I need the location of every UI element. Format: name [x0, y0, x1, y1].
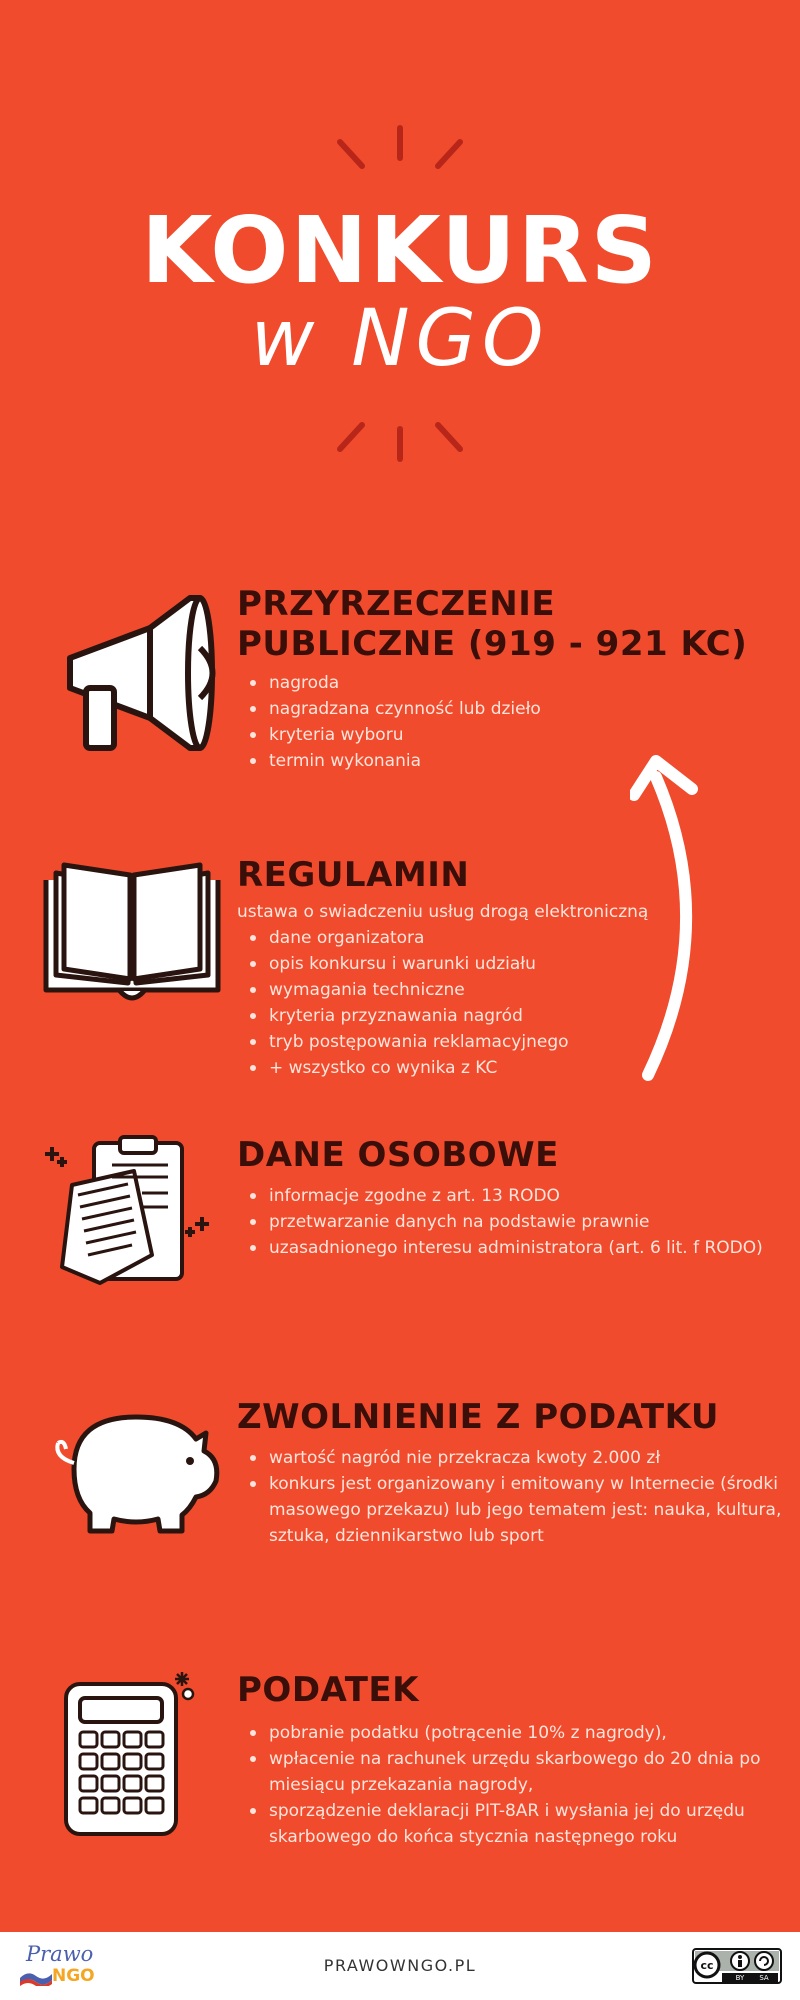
- list-item: opis konkursu i warunki udziału: [269, 951, 569, 977]
- clipboard-documents-icon: [42, 1135, 222, 1295]
- bullet-list: [237, 670, 541, 774]
- section-title: PODATEK: [237, 1670, 419, 1710]
- list-item: + wszystko co wynika z KC: [269, 1055, 569, 1081]
- page-title: KONKURS: [141, 197, 659, 304]
- burst-lines-bottom-icon: [320, 415, 480, 465]
- burst-lines-top-icon: [320, 120, 480, 180]
- bullet-list: [237, 1445, 789, 1549]
- list-item: pobranie podatku (potrącenie 10% z nagrody),: [269, 1720, 800, 1746]
- list-item: konkurs jest organizowany i emitowany w Internecie (środki masowego przekazu) lub jego tematem jest: nauka, kultura, sztuka, dziennikarstwo lub sport: [269, 1471, 789, 1549]
- section-regulations: [0, 855, 800, 1085]
- list-item: sporządzenie deklaracji PIT-8AR i wysłania jej do urzędu skarbowego do końca stycznia następnego roku: [269, 1798, 800, 1850]
- bullet-list: [237, 925, 569, 1081]
- section-personal-data: [0, 1135, 800, 1315]
- logo-text-top: Prawo: [26, 1942, 94, 1966]
- list-item: dane organizatora: [269, 925, 569, 951]
- open-book-icon: [42, 855, 222, 1005]
- list-item: wymagania techniczne: [269, 977, 569, 1003]
- list-item: kryteria przyznawania nagród: [269, 1003, 569, 1029]
- section-title: DANE OSOBOWE: [237, 1135, 559, 1175]
- list-item: nagroda: [269, 670, 541, 696]
- list-item: przetwarzanie danych na podstawie prawnie: [269, 1209, 789, 1235]
- list-item: uzasadnionego interesu administratora (art. 6 lit. f RODO): [269, 1235, 789, 1261]
- section-title: REGULAMIN: [237, 855, 470, 895]
- svg-text:cc: cc: [700, 1959, 714, 1972]
- section-intro: ustawa o swiadczeniu usług drogą elektroniczną: [237, 902, 649, 922]
- license-by-label: BY: [735, 1974, 745, 1982]
- section-tax: [0, 1670, 800, 1870]
- hero-header: [0, 0, 800, 500]
- list-item: termin wykonania: [269, 748, 541, 774]
- list-item: tryb postępowania reklamacyjnego: [269, 1029, 569, 1055]
- section-title: ZWOLNIENIE Z PODATKU: [237, 1397, 719, 1437]
- calculator-icon: [60, 1670, 200, 1840]
- footer: [0, 1932, 800, 2000]
- section-tax-exemption: [0, 1397, 800, 1577]
- page-subtitle: w NGO: [250, 294, 550, 384]
- creative-commons-icon[interactable]: [692, 1948, 782, 1984]
- list-item: kryteria wyboru: [269, 722, 541, 748]
- list-item: wpłacenie na rachunek urzędu skarbowego do 20 dnia po miesiącu przekazania nagrody,: [269, 1746, 800, 1798]
- section-title-line1: PRZYRZECZENIE: [237, 584, 556, 624]
- bullet-list: [237, 1183, 789, 1261]
- section-title-line2: PUBLICZNE (919 - 921 KC): [237, 624, 748, 664]
- license-sa-label: SA: [759, 1974, 769, 1982]
- logo-text-bottom: NGO: [52, 1966, 95, 1986]
- piggy-bank-icon: [44, 1399, 224, 1539]
- section-public-promise: [0, 580, 800, 780]
- list-item: nagradzana czynność lub dzieło: [269, 696, 541, 722]
- list-item: wartość nagród nie przekracza kwoty 2.000 zł: [269, 1445, 789, 1471]
- megaphone-icon: [50, 588, 220, 768]
- website-link[interactable]: PRAWOWNGO.PL: [323, 1956, 477, 1975]
- bullet-list: [237, 1720, 800, 1850]
- list-item: informacje zgodne z art. 13 RODO: [269, 1183, 789, 1209]
